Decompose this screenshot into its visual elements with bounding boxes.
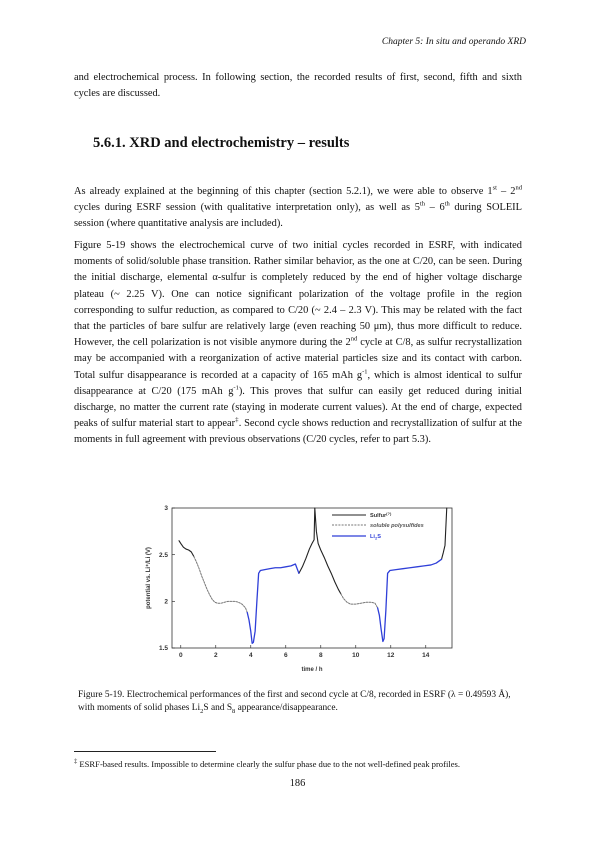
y-axis	[159, 505, 175, 652]
x-axis	[179, 645, 430, 659]
y-tick-label-1: 2	[164, 598, 168, 606]
electrochemistry-chart	[140, 498, 460, 686]
legend-label-li2s: $Li_2S$	[370, 534, 381, 541]
intro-paragraph: and electrochemical process. In following section, the recorded results of first, second, fifth and sixth cycles are discussed.	[74, 72, 522, 100]
series-2-segment-0	[247, 564, 299, 643]
x-tick-label-0: 0	[178, 652, 183, 659]
series-2-segment-1	[378, 559, 442, 641]
y-tick-label-2: 2.5	[158, 551, 168, 559]
x-tick-label-3: 6	[283, 652, 288, 659]
footnote-rule	[74, 751, 216, 752]
paragraph-2: Figure 5-19 shows the electrochemical curve of two initial cycles recorded in ESRF, with indicated moments of solid/soluble phase transition. Rather similar behavior, as the one at C/20, can be seen. During the initial discharge, elemental α-sulfur is completely reduced by the end of higher voltage discharge plateau (~ 2.25 V). One can notice significant polarization of the voltage profile in the region corresponding to sulfur reduction, as compared to C/20 (~ 2.4 – 2.3 V). This may be related with the fact that the particles of bare sulfur are relatively large (even reaching 50 μm), thus more difficult to reduce. However, the cell polarization is not visible anymore during the 2nd cycle at C/8, as sulfur recrystallization may be accompanied with a reorganization of active material particles size and its contact with carbon. Total sulfur disappearance is recorded at a capacity of 165 mAh $g^{-1}$, which is almost identical to sulfur disappearance at C/20 (175 mAh $g^{-1}$). This proves that sulfur can easily get reduced during initial discharge, no matter the current rate (staying in moderate current values). At the end of charge, expected peaks of sulfur material start to appear‡. Second cycle shows reduction and recrystallization of sulfur at the moments in full agreement with previous observations (C/20 cycles, refer to part 5.3).	[74, 240, 522, 446]
y-tick-label-0: 1.5	[158, 645, 168, 653]
footnote: ‡ ESRF-based results. Impossible to determine clearly the sulfur phase due to the not well-defined peak profiles.	[74, 758, 461, 769]
section-title: 5.6.1. XRD and electrochemistry – results	[93, 135, 350, 151]
running-header: Chapter 5: In situ and operando XRD	[381, 37, 526, 47]
series-0-segment-1	[299, 508, 341, 594]
legend	[332, 511, 424, 541]
x-axis-label: time / h	[301, 667, 323, 673]
series-0-segment-0	[179, 541, 194, 557]
x-tick-label-6: 12	[387, 652, 395, 659]
series-0-segment-2	[442, 508, 447, 559]
series-1-segment-0	[194, 557, 247, 613]
y-axis-label: potential vs. Li⁺/Li (V)	[146, 547, 152, 609]
page-number: 186	[289, 778, 306, 789]
x-tick-label-7: 14	[422, 652, 430, 659]
series-1-segment-1	[341, 594, 378, 608]
legend-label-sulfur: Sulfur(?)	[370, 511, 392, 519]
figure-caption: Figure 5-19. Electrochemical performances of the first and second cycle at C/8, recorded in ESRF (λ = 0.49593 Å), with moments of solid phases $Li_2S$ and $S_8$ appearance/disappearance.	[78, 690, 511, 715]
paragraph-1: As already explained at the beginning of this chapter (section 5.2.1), we were able to observe 1st – 2nd cycles during ESRF session (with qualitative interpretation only), as well as 5th – 6th during SOLEIL session (where quantitative analysis are included).	[74, 184, 522, 230]
y-tick-label-3: 3	[164, 505, 168, 513]
x-tick-label-1: 2	[213, 652, 218, 659]
x-tick-label-2: 4	[248, 652, 253, 659]
figure-5-19	[140, 498, 460, 686]
plot-frame	[172, 508, 452, 648]
legend-label-polysulfides: soluble polysulfides	[370, 523, 424, 529]
x-tick-label-4: 8	[318, 652, 323, 659]
x-tick-label-5: 10	[352, 652, 360, 659]
